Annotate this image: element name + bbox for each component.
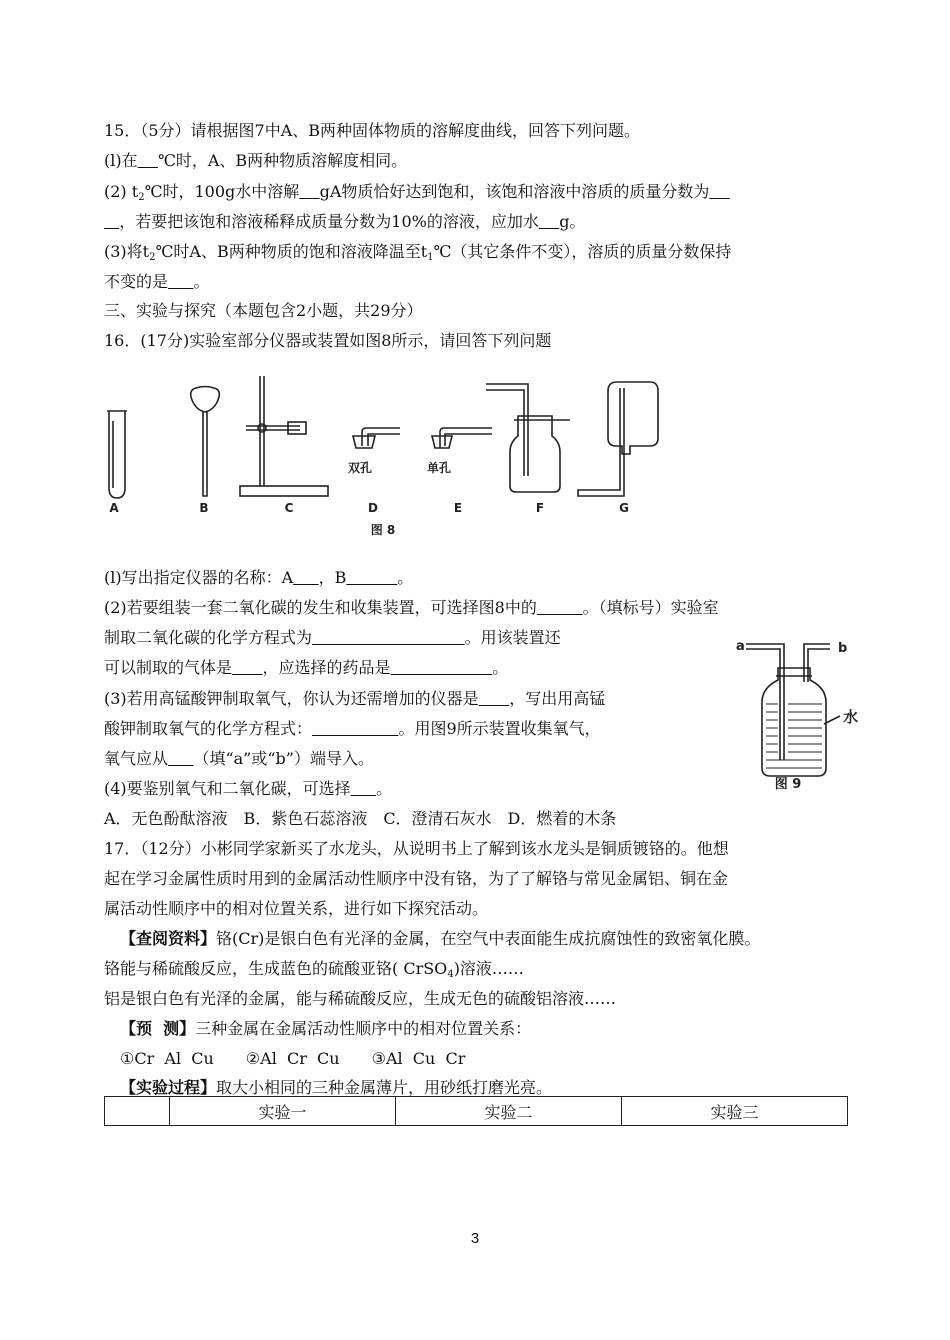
q17-orders: ①Cr Al Cu ②Al Cr Cu ③Al Cu Cr [120,1049,466,1068]
fig9-label-water: 水 [843,708,859,726]
fig8-label-g: G [619,501,629,515]
fig8-label-d: D [368,501,378,515]
test-tube-icon [107,411,127,498]
q15-part1: (l)在 ℃时，A、B两种物质溶解度相同。 [104,151,408,170]
fig8-label-e: E [453,501,463,515]
q16-part3-cont2: 氧气应从 （填“a”或“b”）端导入。 [104,749,374,768]
q16-part3: (3)若用高锰酸钾制取氧气，你认为还需增加的仪器是 ，写出用高锰 [104,689,606,708]
q17-info3: 铝是银白色有光泽的金属，能与稀硫酸反应，生成无色的硫酸铝溶液…… [104,989,617,1008]
fig8-label-a: A [109,501,119,515]
q15-part3: (3)将$t_2℃$时A、B两种物质的饱和溶液降温至$t_1℃$（其它条件不变），溶质的质量分数保持 [104,242,732,263]
q17-line2: 起在学习金属性质时用到的金属活动性顺序中没有铬，为了了解铬与常见金属铝、铜在金 [104,869,729,888]
gas-bottle-g-icon [578,382,658,496]
d-note: 双孔 [348,461,373,475]
q15-part2-cont: ，若要把该饱和溶液稀释成质量分数为10%的溶液，应加水 g。 [119,212,586,231]
gas-washing-bottle-icon [746,644,840,776]
q15-part2: (2) $t_2℃$时，100g水中溶解 gA物质恰好达到饱和，该饱和溶液中溶质的质量分数为 [104,182,710,203]
fig8-caption: 图 8 [370,523,396,537]
figure-8 [100,376,680,546]
q16-part3-cont: 酸钾制取氧气的化学方程式： 。用图9所示装置收集氧气， [104,719,601,738]
experiment-table [104,1096,848,1126]
fig8-label-c: C [284,501,294,515]
q16-part4: (4)要鉴别氧气和二氧化碳，可选择 。 [104,779,393,798]
q17-line3: 属活动性顺序中的相对位置关系，进行如下探究活动。 [104,899,489,918]
q16-part2-cont2: 可以制取的气体是 ，应选择的药品是 。 [104,658,509,677]
two-hole-stopper-icon [353,428,400,448]
fig9-label-b: b [838,641,848,656]
q17-info: 【查阅资料】铬(Cr)是银白色有光泽的金属，在空气中表面能生成抗腐蚀性的致密氧化膜。 [120,929,761,948]
q16-part2-cont: 制取二氧化碳的化学方程式为 。用该装置还 [104,628,561,647]
q16-heading: 16．(17分)实验室部分仪器或装置如图8所示，请回答下列问题 [104,331,552,350]
q15-part3-cont: 不变的是 。 [104,272,210,291]
q16-part2: (2)若要组装一套二氧化碳的发生和收集装置，可选择图8中的 。（填标号）实验室 [104,598,719,617]
q17-predict: 【预 测】三种金属在金属活动性顺序中的相对位置关系： [120,1019,532,1038]
e-note: 单孔 [427,461,452,475]
table-header-3: 实验三 [622,1097,848,1126]
page-number: 3 [470,1230,480,1247]
q17-process: 【实验过程】取大小相同的三种金属薄片，用砂纸打磨光亮。 [120,1078,553,1097]
fig8-label-b: B [199,501,209,515]
q15-heading: 15．（5分）请根据图7中A、B两种固体物质的溶解度曲线，回答下列问题。 [104,121,641,140]
fig9-caption: 图 9 [774,777,802,792]
table-header-2: 实验二 [396,1097,622,1126]
fig8-label-f: F [535,501,545,515]
gas-bottle-f-icon [486,384,570,492]
one-hole-stopper-icon [432,428,492,448]
q17-line1: 17．（12分）小彬同学家新买了水龙头，从说明书上了解到该水龙头是铜质镀铬的。他想 [104,839,729,858]
table-header-1: 实验一 [170,1097,396,1126]
iron-stand-icon [240,376,328,496]
q17-info2: 铬能与稀硫酸反应，生成蓝色的硫酸亚铬( CrSO$_4$)溶液…… [104,959,524,980]
thistle-funnel-icon [191,387,220,497]
q16-options: A．无色酚酞溶液 B．紫色石蕊溶液 C．澄清石灰水 D．燃着的木条 [104,809,617,828]
section-heading: 三、实验与探究（本题包含2小题，共29分） [104,301,423,320]
fig9-label-a: a [736,639,745,654]
q16-part1: (l)写出指定仪器的名称：A ，B 。 [104,568,414,587]
table-cell-blank [105,1097,170,1126]
table-row [105,1097,848,1126]
figure-9 [728,632,868,792]
